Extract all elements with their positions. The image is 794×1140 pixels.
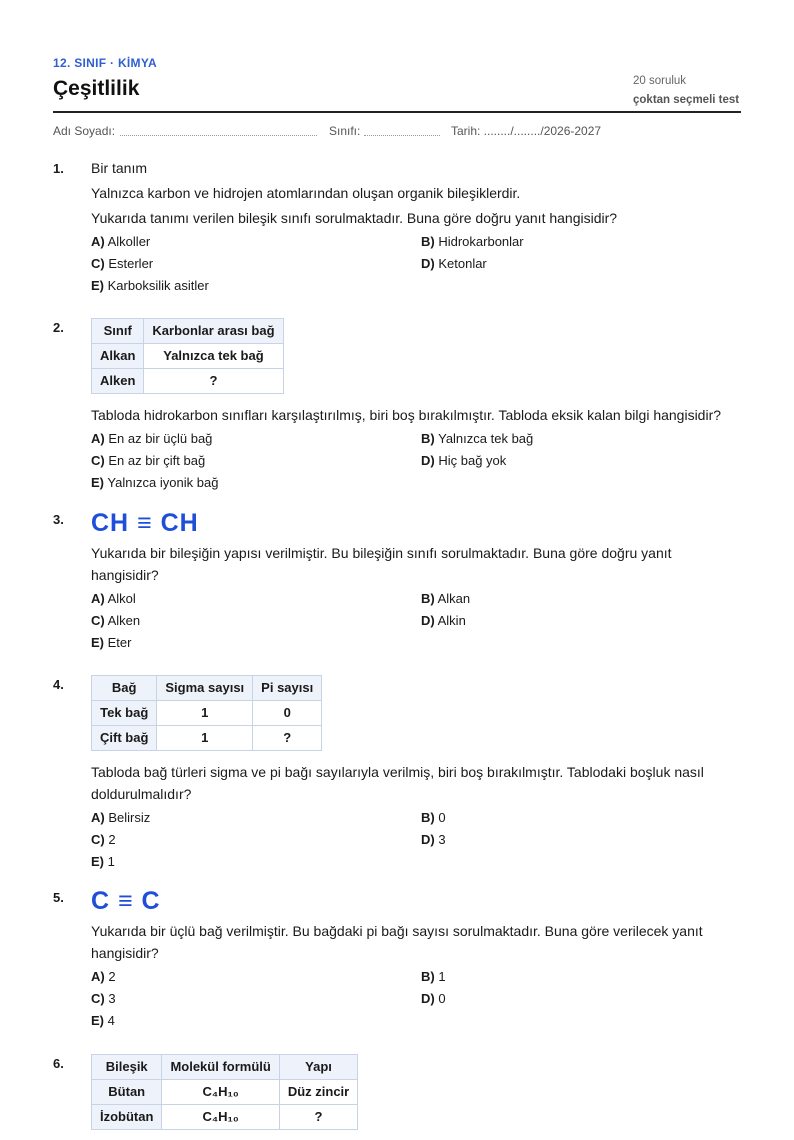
header-divider xyxy=(53,111,741,113)
date-label: Tarih: ......../......../2026-2027 xyxy=(451,124,602,138)
table-cell: Alkan xyxy=(92,344,144,369)
table-header-cell: Karbonlar arası bağ xyxy=(144,319,283,344)
table-cell: Alken xyxy=(92,369,144,394)
table-cell: 1 xyxy=(157,701,253,726)
table-cell: Yalnızca tek bağ xyxy=(144,344,283,369)
table-header-row xyxy=(92,319,284,344)
question-number: 5. xyxy=(53,890,64,905)
option-c[interactable]: C) 2 xyxy=(91,832,116,847)
table-cell: C₄H₁₀ xyxy=(162,1105,279,1130)
data-table xyxy=(91,1054,358,1130)
option-e[interactable]: E) Yalnızca iyonik bağ xyxy=(91,475,219,490)
option-d[interactable]: D) Hiç bağ yok xyxy=(421,453,507,468)
table-header-row xyxy=(92,1055,358,1080)
option-c[interactable]: C) En az bir çift bağ xyxy=(91,453,206,468)
option-d[interactable]: D) Ketonlar xyxy=(421,256,487,271)
option-a[interactable]: A) Alkoller xyxy=(91,234,151,249)
question-count: 20 soruluk xyxy=(633,75,687,87)
option-d[interactable]: D) 3 xyxy=(421,832,446,847)
question-text: Yukarıda tanımı verilen bileşik sınıfı sorulmaktadır. Buna göre doğru yanıt hangisidir? xyxy=(91,210,618,226)
table-header-cell: Molekül formülü xyxy=(162,1055,279,1080)
table-row xyxy=(92,369,284,394)
question-text: Bir tanım xyxy=(91,160,148,176)
answer-options xyxy=(91,808,743,874)
table-header-cell: Pi sayısı xyxy=(253,676,322,701)
option-b[interactable]: B) Hidrokarbonlar xyxy=(421,234,524,249)
option-a[interactable]: A) Belirsiz xyxy=(91,810,151,825)
table-row xyxy=(92,344,284,369)
data-table xyxy=(91,675,322,751)
table-cell: İzobütan xyxy=(92,1105,162,1130)
table-row xyxy=(92,1105,358,1130)
question-body xyxy=(91,1054,743,1140)
class-field[interactable] xyxy=(364,135,440,136)
answer-options xyxy=(91,589,743,655)
question-number: 4. xyxy=(53,677,64,692)
name-field[interactable] xyxy=(120,135,317,136)
option-d[interactable]: D) 0 xyxy=(421,991,446,1006)
table-cell: Düz zincir xyxy=(279,1080,357,1105)
option-c[interactable]: C) Alken xyxy=(91,613,141,628)
table-cell: ? xyxy=(253,726,322,751)
table-row xyxy=(92,1080,358,1105)
class-label: Sınıfı: xyxy=(329,124,361,138)
question-number: 2. xyxy=(53,320,64,335)
table-cell: Tek bağ xyxy=(92,701,157,726)
answer-options xyxy=(91,967,743,1033)
option-e[interactable]: E) 4 xyxy=(91,1013,115,1028)
option-a[interactable]: A) En az bir üçlü bağ xyxy=(91,431,213,446)
table-cell: 0 xyxy=(253,701,322,726)
option-b[interactable]: B) Alkan xyxy=(421,591,471,606)
option-b[interactable]: B) 1 xyxy=(421,969,446,984)
answer-options xyxy=(91,232,743,298)
chemical-formula: C ≡ C xyxy=(91,887,161,915)
table-cell: Çift bağ xyxy=(92,726,157,751)
question-body xyxy=(91,886,743,1033)
option-d[interactable]: D) Alkin xyxy=(421,613,466,628)
option-e[interactable]: E) 1 xyxy=(91,854,115,869)
table-header-cell: Yapı xyxy=(279,1055,357,1080)
student-info-row xyxy=(53,124,741,140)
question-text: Yukarıda bir bileşiğin yapısı verilmiştir. Bu bileşiğin sınıfı sorulmaktadır. Buna göre doğru yanıt hangisidir? xyxy=(91,545,672,583)
table-row xyxy=(92,701,322,726)
subject-label: 12. SINIF · KİMYA xyxy=(53,56,158,70)
chemical-formula: CH ≡ CH xyxy=(91,509,199,537)
question-text: Tabloda hidrokarbon sınıfları karşılaştırılmış, biri boş bırakılmıştır. Tabloda eksik kalan bilgi hangisidir? xyxy=(91,407,722,423)
table-cell: ? xyxy=(144,369,283,394)
name-label: Adı Soyadı: xyxy=(53,124,116,138)
answer-options xyxy=(91,429,743,495)
table-cell: Bütan xyxy=(92,1080,162,1105)
question-body xyxy=(91,318,743,495)
table-header-cell: Bileşik xyxy=(92,1055,162,1080)
option-c[interactable]: C) 3 xyxy=(91,991,116,1006)
option-e[interactable]: E) Eter xyxy=(91,635,132,650)
option-b[interactable]: B) 0 xyxy=(421,810,446,825)
table-cell: ? xyxy=(279,1105,357,1130)
question-number: 3. xyxy=(53,512,64,527)
option-b[interactable]: B) Yalnızca tek bağ xyxy=(421,431,534,446)
table-row xyxy=(92,726,322,751)
test-meta xyxy=(633,72,741,110)
table-cell: 1 xyxy=(157,726,253,751)
table-header-cell: Sigma sayısı xyxy=(157,676,253,701)
page-title: Çeşitlilik xyxy=(53,77,140,100)
question-number: 1. xyxy=(53,161,64,176)
question-text: Yukarıda bir üçlü bağ verilmiştir. Bu bağdaki pi bağı sayısı sorulmaktadır. Buna göre verilecek yanıt hangisidir? xyxy=(91,923,703,961)
question-body xyxy=(91,675,743,874)
question-body xyxy=(91,157,743,298)
question-body xyxy=(91,508,743,655)
option-a[interactable]: A) 2 xyxy=(91,969,116,984)
option-a[interactable]: A) Alkol xyxy=(91,591,136,606)
option-e[interactable]: E) Karboksilik asitler xyxy=(91,278,209,293)
question-number: 6. xyxy=(53,1056,64,1071)
option-c[interactable]: C) Esterler xyxy=(91,256,154,271)
question-text: Yalnızca karbon ve hidrojen atomlarından oluşan organik bileşiklerdir. xyxy=(91,185,521,201)
table-header-row xyxy=(92,676,322,701)
table-cell: C₄H₁₀ xyxy=(162,1080,279,1105)
data-table xyxy=(91,318,284,394)
table-header-cell: Sınıf xyxy=(92,319,144,344)
table-header-cell: Bağ xyxy=(92,676,157,701)
test-type: çoktan seçmeli test xyxy=(633,94,740,106)
question-text: Tabloda bağ türleri sigma ve pi bağı sayılarıyla verilmiş, biri boş bırakılmıştır. Tablodaki boşluk nasıl doldurulmalıdır? xyxy=(91,764,704,802)
